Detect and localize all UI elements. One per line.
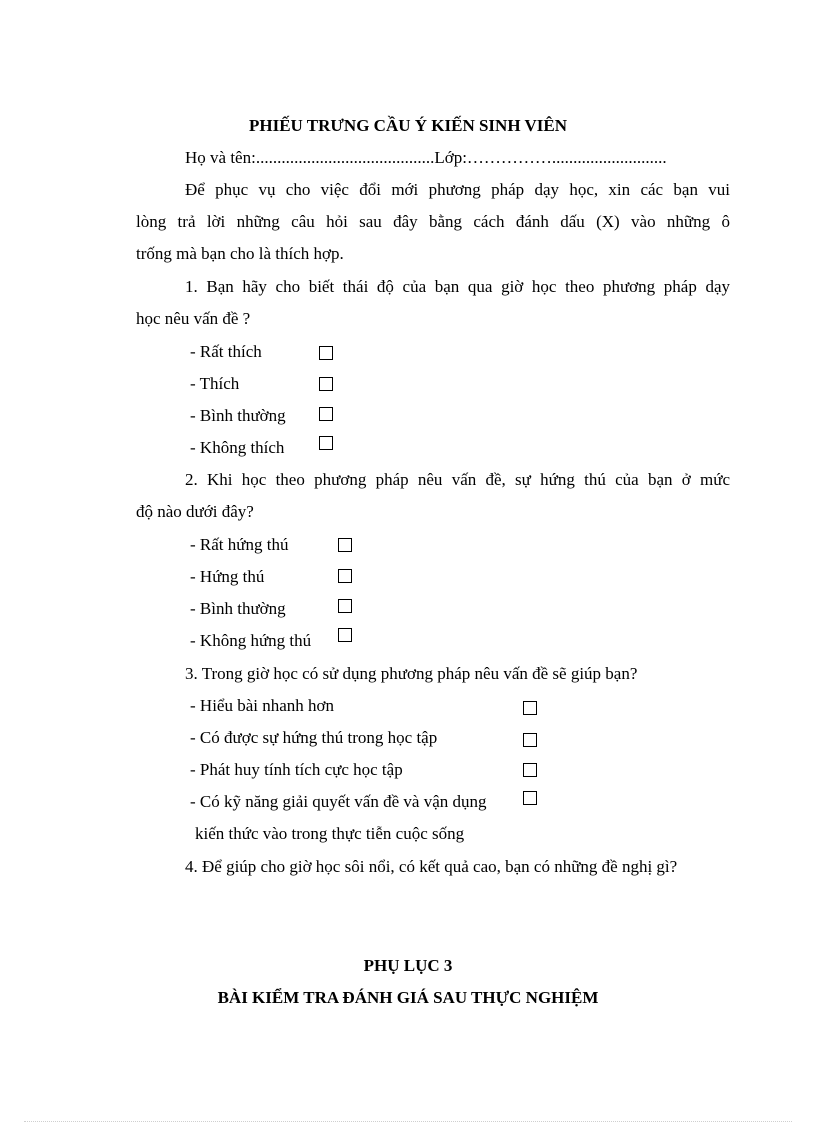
q1-checkbox-1[interactable] [319,346,333,360]
q3-checkbox-4[interactable] [523,791,537,805]
appendix-subtitle: BÀI KIỂM TRA ĐÁNH GIÁ SAU THỰC NGHIỆM [217,988,599,1007]
q2-checkbox-3[interactable] [338,599,352,613]
q2-checkbox-1[interactable] [338,538,352,552]
question-2-line-2: độ nào dưới đây? [136,502,254,521]
q3-option-label: - Có kỹ năng giải quyết vấn đề và vận dụng [190,792,487,811]
q1-checkbox-4[interactable] [319,436,333,450]
q1-option-label: - Rất thích [190,342,262,361]
q2-checkbox-2[interactable] [338,569,352,583]
q2-option-label: - Rất hứng thú [190,535,289,554]
q2-option-label: - Không hứng thú [190,631,312,650]
q1-option-label: - Bình thường [190,406,286,425]
question-1-line-2: học nêu vấn đề ? [136,309,251,328]
q3-option-label: - Có được sự hứng thú trong học tập [190,728,438,747]
page-bottom-divider [24,1121,792,1122]
q3-option-label: - Phát huy tính tích cực học tập [190,760,403,779]
appendix-title: PHỤ LỤC 3 [363,956,453,975]
name-class-line: Họ và tên:..........................................Lớp:……………........................... [185,148,667,167]
question-4-line-1: 4. Để giúp cho giờ học sôi nổi, có kết quả cao, bạn có những đề nghị gì? [185,857,678,876]
q1-checkbox-3[interactable] [319,407,333,421]
q3-checkbox-2[interactable] [523,733,537,747]
question-2-line-1: 2. Khi học theo phương pháp nêu vấn đề, sự hứng thú của bạn ở mức [185,470,730,489]
q2-checkbox-4[interactable] [338,628,352,642]
q2-option-label: - Hứng thú [190,567,265,586]
q3-checkbox-1[interactable] [523,701,537,715]
intro-line-3: trống mà bạn cho là thích hợp. [136,244,344,263]
q1-option-label: - Không thích [190,438,285,457]
survey-title: PHIẾU TRƯNG CẦU Ý KIẾN SINH VIÊN [248,116,567,135]
intro-line-2: lòng trả lời những câu hỏi sau đây bằng cách đánh dấu (X) vào những ô [136,212,730,231]
q3-option-4-continuation: kiến thức vào trong thực tiễn cuộc sống [195,824,465,843]
intro-line-1: Để phục vụ cho việc đổi mới phương pháp dạy học, xin các bạn vui [185,180,730,199]
q3-option-label: - Hiểu bài nhanh hơn [190,696,335,715]
q1-checkbox-2[interactable] [319,377,333,391]
q3-checkbox-3[interactable] [523,763,537,777]
q2-option-label: - Bình thường [190,599,286,618]
question-1-line-1: 1. Bạn hãy cho biết thái độ của bạn qua giờ học theo phương pháp dạy [185,277,730,296]
q1-option-label: - Thích [190,374,240,393]
question-3-line-1: 3. Trong giờ học có sử dụng phương pháp nêu vấn đề sẽ giúp bạn? [185,664,638,683]
